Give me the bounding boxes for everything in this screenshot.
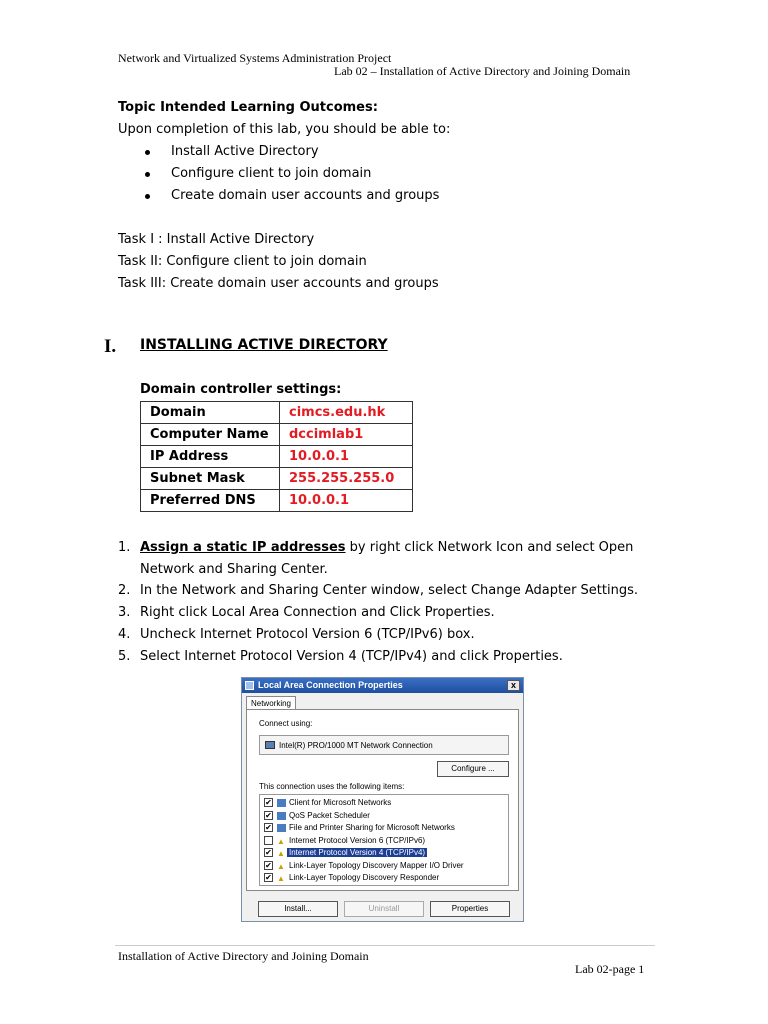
steps-list <box>118 537 658 667</box>
footer-title: Installation of Active Directory and Joining Domain <box>118 949 369 963</box>
outcomes-list <box>145 141 439 207</box>
section-title: INSTALLING ACTIVE DIRECTORY <box>140 337 388 353</box>
header-subtitle: Lab 02 – Installation of Active Directory and Joining Domain <box>334 64 631 78</box>
dc-settings-label: Domain controller settings: <box>140 382 342 397</box>
list-item[interactable]: ✔ Client for Microsoft Networks <box>265 798 392 807</box>
checkbox[interactable] <box>264 836 273 845</box>
install-button[interactable]: Install... <box>258 901 338 917</box>
configure-button[interactable]: Configure ... <box>437 761 509 777</box>
step-link[interactable]: Assign a static IP addresses <box>140 540 346 555</box>
footer-divider <box>115 945 655 946</box>
adapter-field: Intel(R) PRO/1000 MT Network Connection <box>259 735 509 755</box>
networking-panel <box>246 709 519 891</box>
list-item: 2. In the Network and Sharing Center window, select Change Adapter Settings. <box>118 583 639 599</box>
list-item: 1. Assign a static IP addresses by right click Network Icon and select Open Network and Sharing Center. <box>118 540 634 577</box>
task-item: Task II: Configure client to join domain <box>118 254 367 269</box>
checkbox[interactable]: ✔ <box>265 798 272 807</box>
list-item[interactable]: ✔ ▲ Link-Layer Topology Discovery Responder <box>265 873 440 883</box>
header-title: Network and Virtualized Systems Administration Project <box>118 51 392 65</box>
outcomes-intro: Upon completion of this lab, you should be able to: <box>118 122 451 137</box>
service-icon <box>277 824 286 832</box>
properties-button[interactable]: Properties <box>430 901 510 917</box>
table-row: Preferred DNS 10.0.0.1 <box>141 490 413 512</box>
close-button[interactable]: x <box>507 680 520 691</box>
list-item: 3. Right click Local Area Connection and Click Properties. <box>118 605 495 621</box>
table-row: IP Address 10.0.0.1 <box>141 446 413 468</box>
checkbox[interactable]: ✔ <box>265 823 272 832</box>
list-item: 5. Select Internet Protocol Version 4 (TCP/IPv4) and click Properties. <box>118 648 563 664</box>
protocol-icon: ▲ <box>277 836 285 846</box>
page-number: Lab 02-page 1 <box>575 962 645 976</box>
items-list <box>259 794 509 886</box>
section-number: I. <box>104 336 117 357</box>
items-label: This connection uses the following items: <box>259 782 405 791</box>
list-item[interactable]: ▲ Internet Protocol Version 6 (TCP/IPv6) <box>263 835 503 847</box>
dialog-titlebar <box>242 678 523 693</box>
network-adapter-icon <box>265 741 275 749</box>
outcomes-heading: Topic Intended Learning Outcomes: <box>118 100 378 115</box>
bullet-icon <box>145 172 150 177</box>
protocol-icon: ▲ <box>277 874 285 883</box>
task-item: Task III: Create domain user accounts and groups <box>118 276 439 291</box>
checkbox[interactable]: ✔ <box>265 873 272 882</box>
checkbox[interactable]: ✔ <box>265 810 272 820</box>
bullet-icon <box>145 194 150 199</box>
dc-settings-table <box>140 401 413 512</box>
table-row: Subnet Mask 255.255.255.0 <box>141 468 413 490</box>
task-list <box>118 229 439 295</box>
protocol-icon: ▲ <box>277 849 285 858</box>
list-item: Create domain user accounts and groups <box>145 185 439 207</box>
checkbox[interactable]: ✔ <box>265 848 272 857</box>
list-item[interactable]: ✔ ▲ Internet Protocol Version 4 (TCP/IPv4) <box>265 848 426 858</box>
lan-properties-dialog-screenshot <box>241 677 524 922</box>
uninstall-button[interactable]: Uninstall <box>344 901 424 917</box>
client-icon <box>277 799 286 807</box>
table-row: Computer Name dccimlab1 <box>141 424 413 446</box>
list-item[interactable]: ✔ File and Printer Sharing for Microsoft Networks <box>265 823 455 832</box>
dialog-title: Local Area Connection Properties <box>258 680 403 690</box>
list-item[interactable]: ✔ QoS Packet Scheduler <box>265 810 370 820</box>
list-item: Install Active Directory <box>145 141 439 163</box>
task-item: Task I : Install Active Directory <box>118 232 315 247</box>
checkbox[interactable]: ✔ <box>265 860 272 870</box>
list-item: 4. Uncheck Internet Protocol Version 6 (TCP/IPv6) box. <box>118 626 475 642</box>
network-icon <box>245 681 254 690</box>
tab-networking[interactable]: Networking <box>246 696 296 711</box>
list-item: Configure client to join domain <box>145 163 439 185</box>
service-icon <box>277 812 286 820</box>
protocol-icon: ▲ <box>277 861 285 871</box>
table-row: Domain cimcs.edu.hk <box>141 402 413 424</box>
connect-using-label: Connect using: <box>259 719 313 728</box>
bullet-icon <box>145 150 150 155</box>
list-item[interactable]: ✔ ▲ Link-Layer Topology Discovery Mapper I/O Driver <box>265 860 464 871</box>
